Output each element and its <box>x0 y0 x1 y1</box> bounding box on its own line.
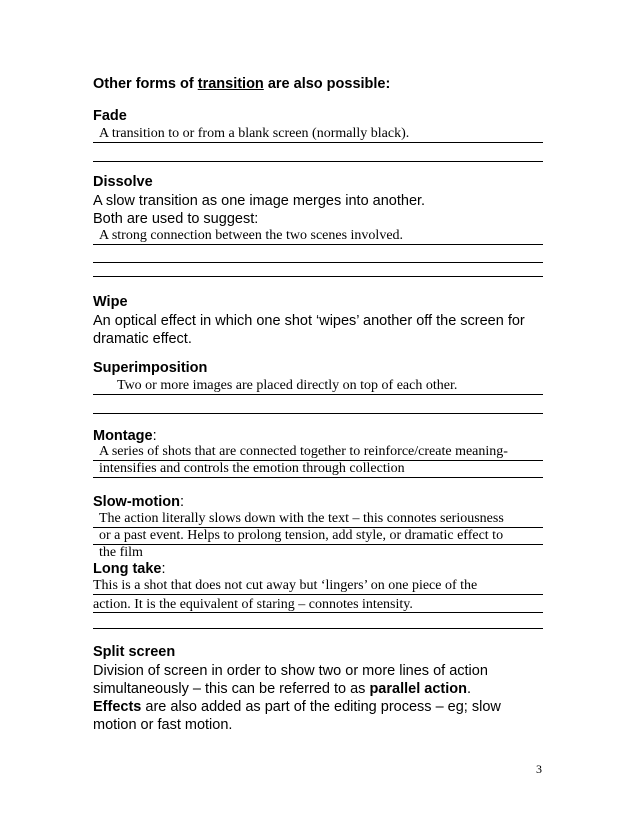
split-screen-line-4: motion or fast motion. <box>93 717 233 733</box>
slow-motion-colon: : <box>180 494 185 510</box>
intro-after: are also possible: <box>263 76 391 92</box>
montage-heading <box>93 428 157 444</box>
intro-heading <box>93 76 390 92</box>
long-take-heading <box>93 561 166 577</box>
superimposition-heading: Superimposition <box>93 360 208 376</box>
split-screen-line-2 <box>93 680 471 698</box>
split-screen-heading: Split screen <box>93 644 176 660</box>
split-screen-line-2-after: . <box>466 681 471 697</box>
answer-line <box>93 477 543 478</box>
fade-heading: Fade <box>93 108 127 124</box>
wipe-heading: Wipe <box>93 294 128 310</box>
montage-heading-text: Montage <box>93 428 153 444</box>
page-number: 3 <box>536 762 542 776</box>
answer-line <box>93 612 543 613</box>
long-take-heading-text: Long take <box>93 561 162 577</box>
answer-line <box>93 244 543 245</box>
dissolve-heading: Dissolve <box>93 174 153 190</box>
intro-before: Other forms of <box>93 76 198 92</box>
dissolve-line-2: Both are used to suggest: <box>93 211 259 227</box>
slow-motion-answer-3: the film <box>99 545 143 560</box>
parallel-action-term: parallel action <box>369 681 467 697</box>
dissolve-line-1: A slow transition as one image merges into another. <box>93 193 426 209</box>
answer-line <box>93 413 543 414</box>
answer-line <box>93 262 543 263</box>
intro-keyword: transition <box>197 76 264 92</box>
montage-answer-2: intensifies and controls the emotion through collection <box>99 461 405 476</box>
split-screen-line-3 <box>93 698 501 716</box>
answer-line <box>93 161 543 162</box>
slow-motion-heading <box>93 494 184 510</box>
answer-line <box>93 142 543 143</box>
long-take-colon: : <box>161 561 166 577</box>
wipe-line-1: An optical effect in which one shot ‘wipes’ another off the screen for <box>93 313 525 329</box>
split-screen-line-1: Division of screen in order to show two or more lines of action <box>93 663 488 679</box>
split-screen-line-3-after: are also added as part of the editing process – eg; slow <box>141 699 501 715</box>
long-take-answer-1: This is a shot that does not cut away but ‘lingers’ on one piece of the <box>93 578 478 593</box>
slow-motion-answer-2: or a past event. Helps to prolong tension, add style, or dramatic effect to <box>99 528 504 543</box>
long-take-answer-2: action. It is the equivalent of staring – connotes intensity. <box>93 597 413 612</box>
fade-answer: A transition to or from a blank screen (normally black). <box>99 126 410 141</box>
answer-line <box>93 544 543 545</box>
answer-line <box>93 594 543 595</box>
dissolve-answer: A strong connection between the two scenes involved. <box>99 228 404 243</box>
effects-term: Effects <box>93 699 142 715</box>
answer-line <box>93 628 543 629</box>
answer-line <box>93 276 543 277</box>
montage-answer-1: A series of shots that are connected together to reinforce/create meaning- <box>99 444 508 459</box>
slow-motion-answer-1: The action literally slows down with the text – this connotes seriousness <box>99 511 504 526</box>
slow-motion-heading-text: Slow-motion <box>93 494 180 510</box>
superimposition-answer: Two or more images are placed directly on top of each other. <box>117 378 458 393</box>
split-screen-line-2-before: simultaneously – this can be referred to as <box>93 681 370 697</box>
answer-line <box>93 394 543 395</box>
wipe-line-2: dramatic effect. <box>93 331 192 347</box>
montage-colon: : <box>152 428 157 444</box>
